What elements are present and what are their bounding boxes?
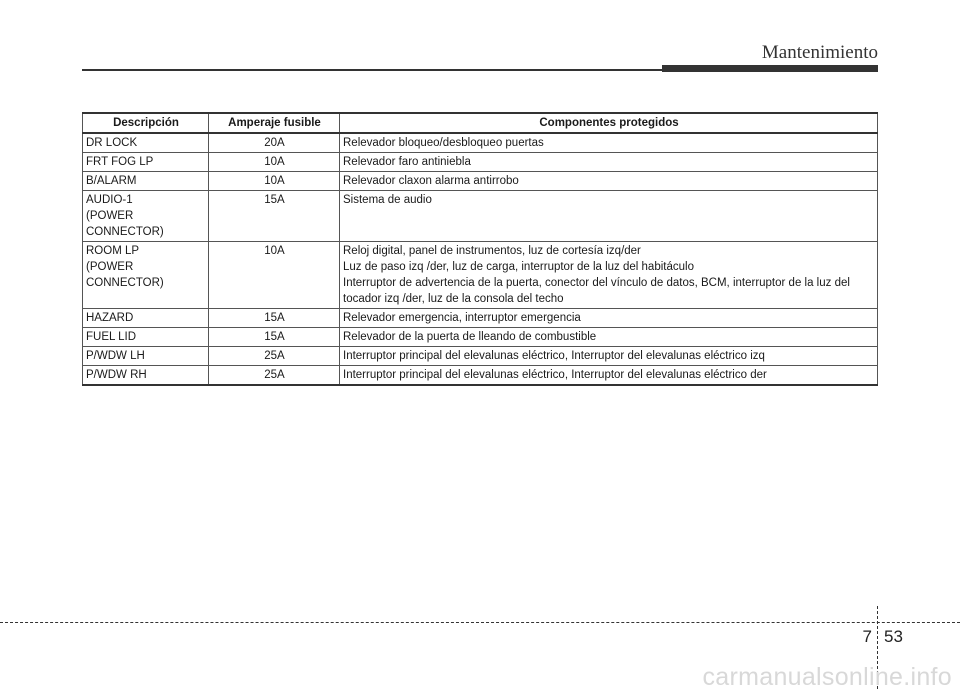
- table-row: [83, 366, 878, 386]
- components-cell: [340, 172, 878, 191]
- fuse-table-head: [83, 113, 878, 133]
- component-line: Sistema de audio: [343, 194, 432, 206]
- fuse-table: [82, 112, 878, 386]
- description-cell: [83, 242, 209, 309]
- description-line: P/WDW LH: [86, 350, 145, 362]
- table-row: [83, 172, 878, 191]
- component-line: Luz de paso izq /der, luz de carga, interruptor de la luz del habitáculo: [343, 261, 694, 273]
- table-row: [83, 309, 878, 328]
- table-row: [83, 153, 878, 172]
- component-line: Relevador faro antiniebla: [343, 156, 471, 168]
- amperage-cell: 20A: [209, 133, 340, 153]
- component-line: Relevador claxon alarma antirrobo: [343, 175, 519, 187]
- component-line: tocador izq /der, luz de la consola del techo: [343, 293, 564, 305]
- component-line: Relevador emergencia, interruptor emergencia: [343, 312, 581, 324]
- component-line: Interruptor principal del elevalunas eléctrico, Interruptor del elevalunas eléctrico izq: [343, 350, 765, 362]
- description-line: HAZARD: [86, 312, 134, 324]
- components-cell: [340, 347, 878, 366]
- table-row: [83, 191, 878, 242]
- table-row: [83, 242, 878, 309]
- description-line: (POWER: [86, 261, 134, 273]
- components-cell: [340, 153, 878, 172]
- description-line: FRT FOG LP: [86, 156, 154, 168]
- components-cell: [340, 309, 878, 328]
- component-line: Interruptor principal del elevalunas eléctrico, Interruptor del elevalunas eléctrico der: [343, 369, 767, 381]
- fuse-table-body: [83, 133, 878, 385]
- component-line: Relevador de la puerta de lleando de combustible: [343, 331, 597, 343]
- column-header-description: Descripción: [83, 113, 209, 133]
- components-cell: [340, 328, 878, 347]
- chapter-number: 7: [862, 627, 872, 646]
- amperage-cell: 10A: [209, 153, 340, 172]
- column-header-components: Componentes protegidos: [340, 113, 878, 133]
- description-cell: [83, 133, 209, 153]
- component-line: Reloj digital, panel de instrumentos, luz de cortesía izq/der: [343, 245, 641, 257]
- section-title: Mantenimiento: [761, 42, 878, 63]
- footer-dashed-rule: [0, 622, 960, 623]
- amperage-cell: 25A: [209, 366, 340, 386]
- description-cell: [83, 309, 209, 328]
- components-cell: [340, 191, 878, 242]
- description-line: DR LOCK: [86, 137, 138, 149]
- amperage-cell: 25A: [209, 347, 340, 366]
- table-row: [83, 328, 878, 347]
- components-cell: [340, 242, 878, 309]
- description-line: P/WDW RH: [86, 369, 147, 381]
- description-cell: [83, 347, 209, 366]
- table-row: [83, 133, 878, 153]
- components-cell: [340, 366, 878, 386]
- table-row: [83, 347, 878, 366]
- description-line: AUDIO-1: [86, 194, 133, 206]
- description-line: CONNECTOR): [86, 277, 164, 289]
- amperage-cell: 10A: [209, 172, 340, 191]
- watermark-text: carmanualsonline.info: [702, 663, 952, 691]
- description-line: FUEL LID: [86, 331, 137, 343]
- description-cell: [83, 328, 209, 347]
- column-header-amperage: Amperaje fusible: [209, 113, 340, 133]
- header-rule-thin: [82, 69, 662, 71]
- header-row: [83, 113, 878, 133]
- components-cell: [340, 133, 878, 153]
- page-number: 53: [884, 627, 903, 646]
- description-cell: [83, 172, 209, 191]
- amperage-cell: 15A: [209, 191, 340, 242]
- amperage-cell: 15A: [209, 328, 340, 347]
- description-cell: [83, 191, 209, 242]
- amperage-cell: 15A: [209, 309, 340, 328]
- component-line: Interruptor de advertencia de la puerta, conector del vínculo de datos, BCM, interruptor de la luz del: [343, 277, 850, 289]
- description-cell: [83, 366, 209, 386]
- description-cell: [83, 153, 209, 172]
- description-line: (POWER: [86, 210, 134, 222]
- description-line: CONNECTOR): [86, 226, 164, 238]
- header-rule-thick: [662, 65, 878, 72]
- description-line: B/ALARM: [86, 175, 137, 187]
- amperage-cell: 10A: [209, 242, 340, 309]
- component-line: Relevador bloqueo/desbloqueo puertas: [343, 137, 544, 149]
- description-line: ROOM LP: [86, 245, 140, 257]
